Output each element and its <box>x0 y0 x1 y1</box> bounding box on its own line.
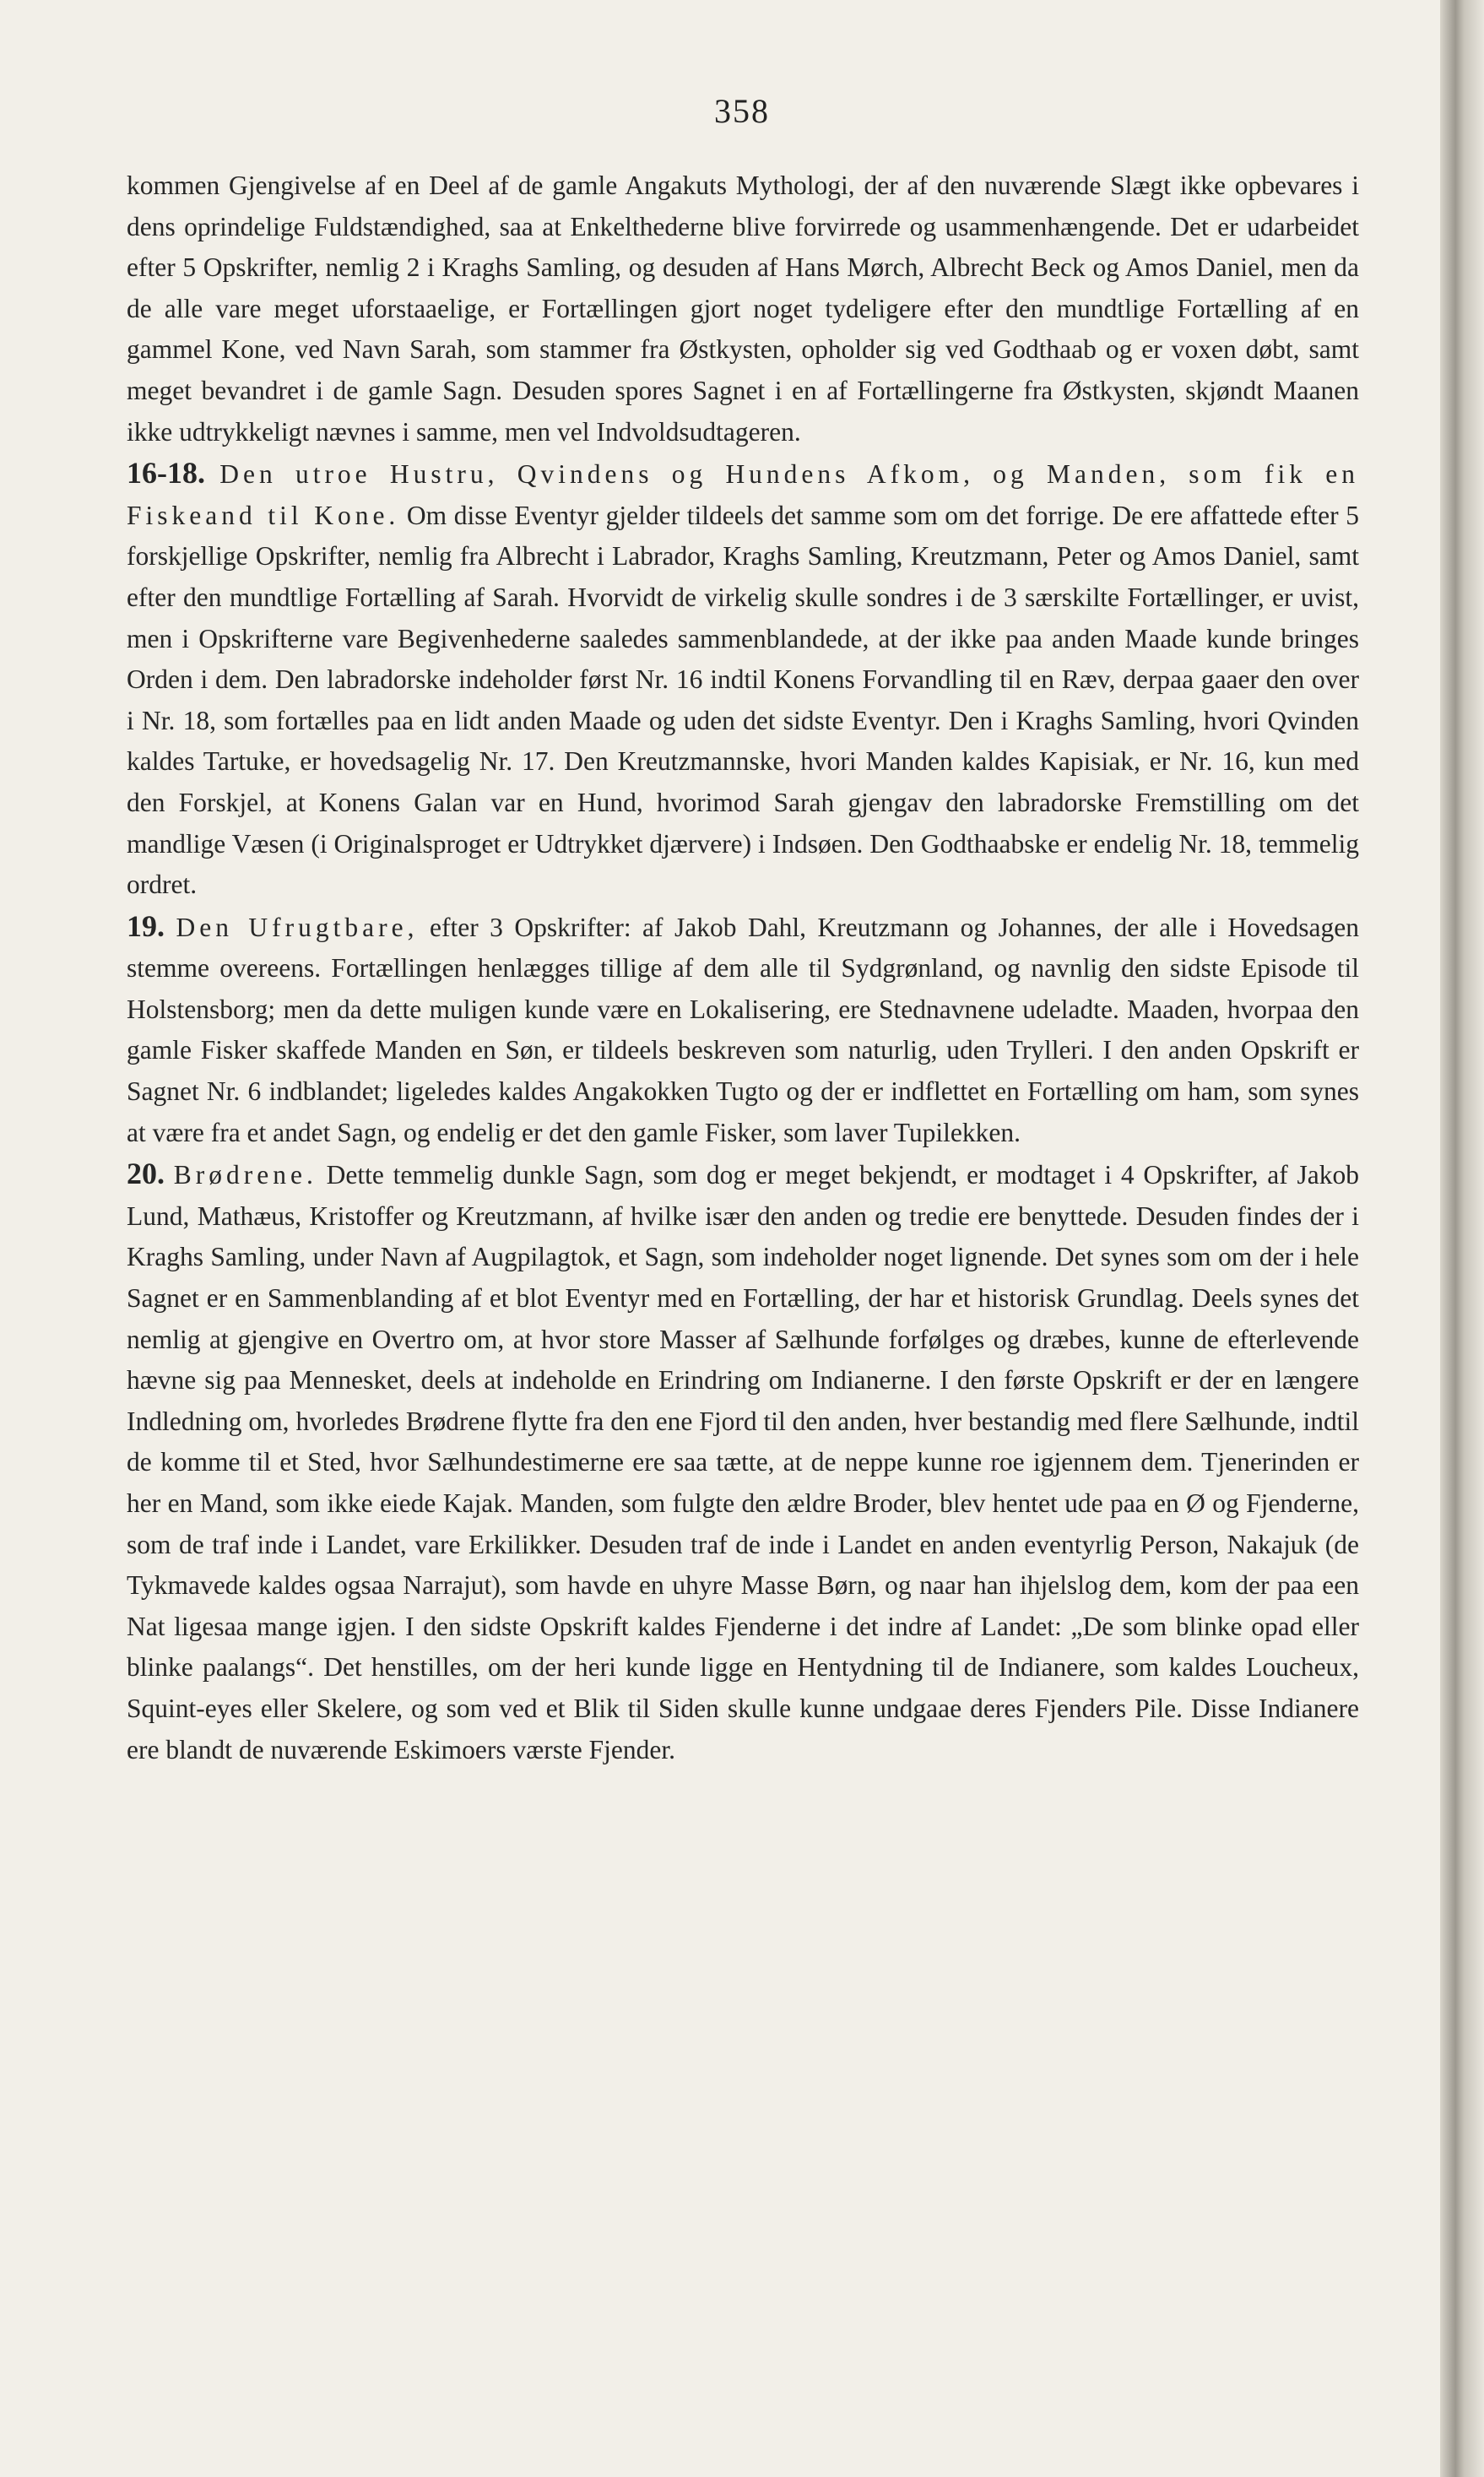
binding-edge <box>1440 0 1484 2477</box>
section-number: 20. <box>127 1157 165 1191</box>
paragraph-continuation <box>127 165 1359 453</box>
page-number: 358 <box>714 92 770 130</box>
paragraph-section-19 <box>127 906 1359 1154</box>
paragraph-section-20 <box>127 1153 1359 1770</box>
paragraph-body: Om disse Eventyr gjelder tildeels det samme som om det forrige. De ere affattede efter 5 forskjellige Opskrifter, nemlig fra Albrecht i Labrador, Kraghs Samling, Kreutzmann, Peter og Amos Daniel, samt efter den mundtlige Fortælling af Sarah. Hvorvidt de virkelig skulle sondres i de 3 særskilte Fortællinger, er uvist, men i Opskrifterne vare Begivenhederne saaledes sammenblandede, at der ikke paa anden Maade kunde bringes Orden i dem. Den labradorske indeholder først Nr. 16 indtil Konens Forvandling til en Ræv, derpaa gaaer den over i Nr. 18, som fortælles paa en lidt anden Maade og uden det sidste Eventyr. Den i Kraghs Samling, hvori Qvinden kaldes Tartuke, er hovedsagelig Nr. 17. Den Kreutzmannske, hvori Manden kaldes Kapisiak, er Nr. 16, kun med den Forskjel, at Konens Galan var en Hund, hvorimod Sarah gjengav den labradorske Fremstilling om det mandlige Væsen (i Originalsproget er Udtrykket djærvere) i Indsøen. Den Godthaabske er endelig Nr. 18, temmelig ordret. <box>127 500 1360 900</box>
section-number: 19. <box>127 908 165 943</box>
section-title: Den utroe Hustru, Qvindens og Hundens Afkom, og Manden, som fik en Fiskeand til Kone. <box>127 459 1359 530</box>
section-title: Brødrene. <box>173 1160 317 1190</box>
section-title: Den Ufrugtbare, <box>176 912 419 942</box>
paragraph-body: Dette temmelig dunkle Sagn, som dog er meget bekjendt, er modtaget i 4 Opskrifter, af Jakob Lund, Mathæus, Kristoffer og Kreutzmann, af hvilke især den anden og tredie ere benyttede. Desuden findes der i Kraghs Samling, under Navn af Augpilagtok, et Sagn, som indeholder noget lignende. Det synes som om der i hele Sagnet er en Sammenblanding af et blot Eventyr med en Fortælling, der har et historisk Grundlag. Deels synes det nemlig at gjengive en Overtro om, at hvor store Masser af Sælhunde forfølges og dræbes, kunne de efterlevende hævne sig paa Mennesket, deels at indeholde en Erindring om Indianerne. I den første Opskrift er der en længere Indledning om, hvorledes Brødrene flytte fra den ene Fjord til den anden, hver bestandig med flere Sælhunde, indtil de komme til et Sted, hvor Sælhundestimerne ere saa tætte, at de neppe kunne roe igjennem dem. Tjenerinden er her en Mand, som ikke eiede Kajak. Manden, som fulgte den ældre Broder, blev hentet ude paa en Ø og Fjenderne, som de traf inde i Landet, vare Erkilikker. Desuden traf de inde i Landet en anden eventyrlig Person, Nakajuk (de Tykmavede kaldes ogsaa Narrajut), som havde en uhyre Masse Børn, og naar han ihjelslog dem, kom der paa een Nat ligesaa mange igjen. I den sidste Opskrift kaldes Fjenderne i det indre af Landet: „De som blinke opad eller blinke paalangs“. Det henstilles, om der heri kunde ligge en Hentydning til de Indianere, som kaldes Loucheux, Squint-eyes eller Skelere, og som ved et Blik til Siden skulle kunne undgaae deres Fjenders Pile. Disse Indianere ere blandt de nuværende Eskimoers værste Fjender. <box>127 1160 1360 1764</box>
paragraph-body: kommen Gjengivelse af en Deel af de gamle Angakuts Mythologi, der af den nuværende Slægt ikke opbevares i dens oprindelige Fuldstændighed, saa at Enkelthederne blive forvirrede og usammenhængende. Det er udarbeidet efter 5 Opskrifter, nemlig 2 i Kraghs Samling, og desuden af Hans Mørch, Albrecht Beck og Amos Daniel, men da de alle vare meget uforstaaelige, er Fortællingen gjort noget tydeligere efter den mundtlige Fortælling af en gammel Kone, ved Navn Sarah, som stammer fra Østkysten, opholder sig ved Godthaab og er voxen døbt, samt meget bevandret i de gamle Sagn. Desuden spores Sagnet i en af Fortællingerne fra Østkysten, skjøndt Maanen ikke udtrykkeligt nævnes i samme, men vel Indvoldsudtageren. <box>127 171 1359 447</box>
paragraph-section-16-18 <box>127 453 1359 906</box>
section-number: 16-18. <box>127 456 205 491</box>
text-block <box>127 165 1359 1770</box>
paragraph-body: efter 3 Opskrifter: af Jakob Dahl, Kreutzmann og Johannes, der alle i Hovedsagen stemme overeens. Fortællingen henlægges tillige af dem alle til Sydgrønland, og navnlig den sidste Episode til Holstensborg; men da dette muligen kunde være en Lokalisering, ere Stednavnene udeladte. Maaden, hvorpaa den gamle Fisker skaffede Manden en Søn, er tildeels beskreven som naturlig, uden Trylleri. I den anden Opskrift er Sagnet Nr. 6 indblandet; ligeledes kaldes Angakokken Tugto og der er indflettet en Fortælling om ham, som synes at være fra et andet Sagn, og endelig er det den gamle Fisker, som laver Tupilekken. <box>127 912 1360 1147</box>
